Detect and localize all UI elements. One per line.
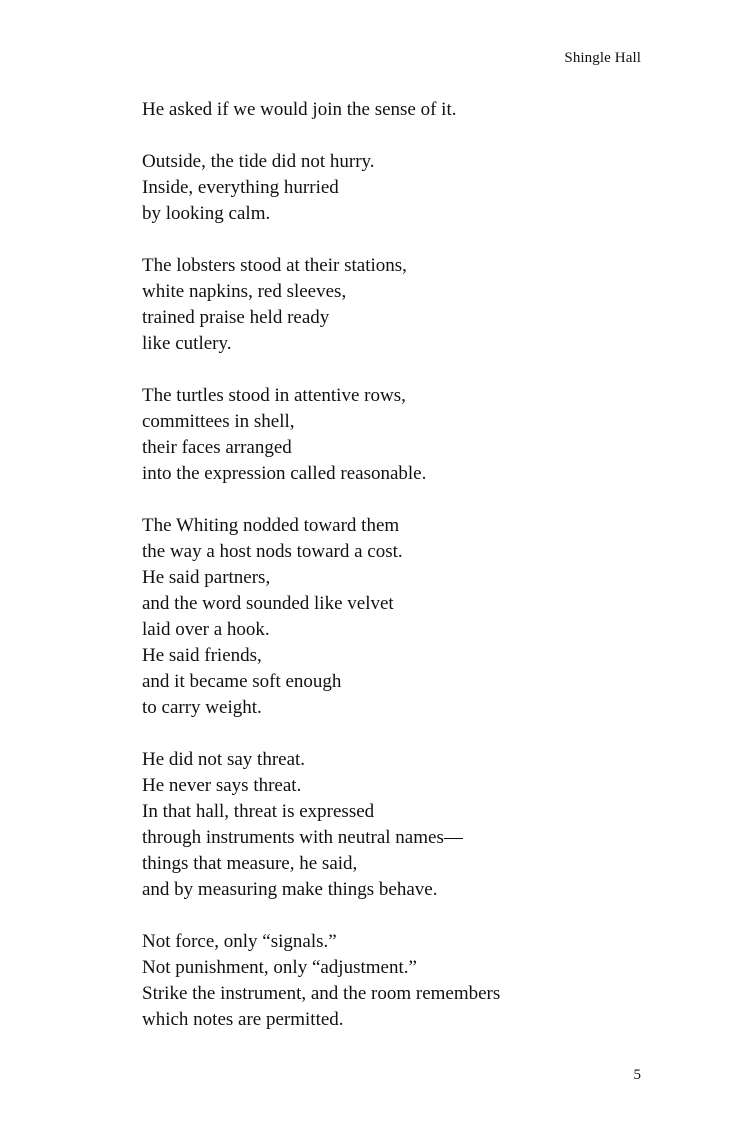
poem-line: trained praise held ready	[142, 307, 330, 328]
poem-line: which notes are permitted.	[142, 1009, 344, 1030]
poem-line: and the word sounded like velvet	[142, 593, 394, 614]
poem-body	[142, 97, 662, 1033]
poem-line: He did not say threat.	[142, 749, 306, 770]
poem-line: into the expression called reasonable.	[142, 463, 427, 484]
stanza	[142, 149, 662, 227]
poem-line: He said partners,	[142, 567, 271, 588]
poem-line: laid over a hook.	[142, 619, 270, 640]
poem-line: to carry weight.	[142, 697, 262, 718]
poem-line: like cutlery.	[142, 333, 232, 354]
poem-line: Strike the instrument, and the room remembers	[142, 983, 501, 1004]
poem-line: committees in shell,	[142, 411, 295, 432]
poem-line: Not force, only “signals.”	[142, 931, 337, 952]
poem-line: and it became soft enough	[142, 671, 342, 692]
poem-line: and by measuring make things behave.	[142, 879, 438, 900]
poem-line: the way a host nods toward a cost.	[142, 541, 403, 562]
poem-line: their faces arranged	[142, 437, 292, 458]
stanza	[142, 253, 662, 357]
stanza	[142, 513, 662, 721]
running-head: Shingle Hall	[564, 50, 641, 66]
poem-line: through instruments with neutral names—	[142, 827, 463, 848]
poem-line: Inside, everything hurried	[142, 177, 339, 198]
poem-line: white napkins, red sleeves,	[142, 281, 347, 302]
stanza	[142, 929, 662, 1033]
stanza	[142, 383, 662, 487]
poem-line: He said friends,	[142, 645, 262, 666]
page-number: 5	[633, 1067, 641, 1083]
poem-line: by looking calm.	[142, 203, 271, 224]
poem-line: He never says threat.	[142, 775, 302, 796]
poem-line: Not punishment, only “adjustment.”	[142, 957, 417, 978]
poem-line: In that hall, threat is expressed	[142, 801, 375, 822]
stanza	[142, 747, 662, 903]
poem-line: The lobsters stood at their stations,	[142, 255, 407, 276]
poem-line: The Whiting nodded toward them	[142, 515, 400, 536]
poem-line: The turtles stood in attentive rows,	[142, 385, 406, 406]
stanza	[142, 97, 662, 123]
poem-line: Outside, the tide did not hurry.	[142, 151, 375, 172]
poem-line: He asked if we would join the sense of it.	[142, 99, 457, 120]
poem-line: things that measure, he said,	[142, 853, 358, 874]
